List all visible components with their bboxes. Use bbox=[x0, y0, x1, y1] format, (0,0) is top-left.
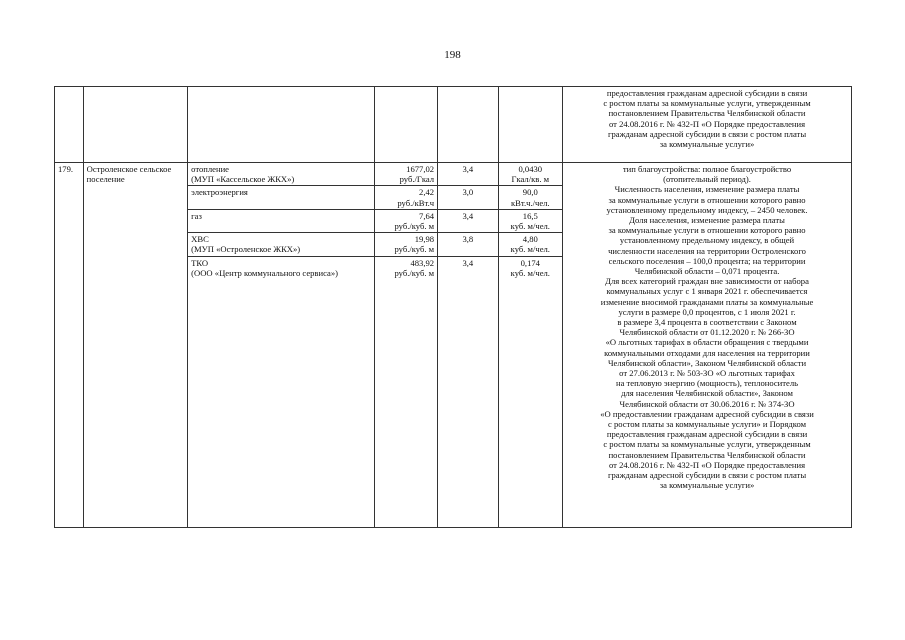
note-line: постановлением Правительства Челябинской области bbox=[608, 108, 806, 119]
volume-value: 4,80 bbox=[522, 234, 538, 245]
note-line: гражданам адресной субсидии в связи с ростом платы bbox=[607, 470, 807, 481]
note-line: постановлением Правительства Челябинской области bbox=[608, 449, 806, 460]
note-line: гражданам адресной субсидии в связи с ростом платы bbox=[607, 128, 807, 139]
service-provider: (МУП «Остроленское ЖКХ») bbox=[191, 244, 301, 255]
volume-cell bbox=[498, 186, 563, 209]
service-name: ХВС bbox=[191, 234, 209, 245]
tariff-value: 483,92 bbox=[410, 257, 435, 268]
note-line: с ростом платы за коммунальные услуги, утвержденным bbox=[603, 98, 811, 109]
note-line: за коммунальные услуги» bbox=[659, 480, 755, 491]
note-line: с ростом платы за коммунальные услуги, утвержденным bbox=[603, 439, 811, 450]
volume-cell bbox=[498, 163, 563, 186]
service-cell bbox=[188, 256, 374, 527]
tariff-cell bbox=[374, 186, 438, 209]
tariff-unit: руб./кВт.ч bbox=[397, 197, 435, 208]
continued-note bbox=[563, 87, 852, 163]
index-cell: 3,0 bbox=[438, 186, 498, 209]
volume-cell bbox=[498, 233, 563, 256]
volume-value: 16,5 bbox=[522, 210, 538, 221]
volume-unit: Гкал/кв. м bbox=[511, 174, 550, 185]
note-line: на тепловую энергию (мощность), теплоноситель bbox=[615, 378, 799, 389]
tariff-unit: руб./Гкал bbox=[399, 174, 435, 185]
service-provider: (ООО «Центр коммунального сервиса») bbox=[191, 267, 338, 278]
service-name: ТКО bbox=[191, 257, 209, 268]
index-cell: 3,8 bbox=[438, 233, 498, 256]
service-cell bbox=[188, 233, 374, 256]
volume-cell bbox=[498, 209, 563, 232]
volume-unit: куб. м/чел. bbox=[510, 267, 550, 278]
note-line: от 27.06.2013 г. № 503-ЗО «О льготных тарифах bbox=[619, 368, 795, 379]
volume-unit: кВт.ч./чел. bbox=[510, 197, 550, 208]
note-line: (отопительный период). bbox=[663, 174, 751, 185]
service-provider: (МУП «Кассельское ЖКХ») bbox=[191, 174, 295, 185]
row-number: 179. bbox=[55, 163, 84, 528]
service-name: электроэнергия bbox=[191, 187, 248, 198]
note-line: с ростом платы за коммунальные услуги» и Порядком bbox=[608, 419, 807, 430]
volume-value: 0,174 bbox=[520, 257, 540, 268]
note-line: Челябинской области от 01.12.2020 г. № 266-ЗО bbox=[619, 327, 795, 338]
note-line: за коммунальные услуги» bbox=[659, 139, 755, 150]
tariff-unit: руб./куб. м bbox=[394, 221, 435, 232]
note-line: Челябинской области», Законом Челябинской области bbox=[607, 357, 807, 368]
note-line: Челябинской области от 30.06.2016 г. № 374-ЗО bbox=[619, 398, 795, 409]
service-cell bbox=[188, 163, 374, 186]
note-line: в размере 3,4 процента в соответствии с Законом bbox=[617, 317, 797, 328]
tariff-cell bbox=[374, 256, 438, 527]
note-line: за коммунальные услуги в отношении которого равно bbox=[608, 225, 806, 236]
service-row bbox=[55, 163, 852, 186]
note-line: Доля населения, изменение размера платы bbox=[629, 215, 785, 226]
index-cell: 3,4 bbox=[438, 163, 498, 186]
volume-value: 90,0 bbox=[522, 187, 538, 198]
settlement-name: Остроленское сельское поселение bbox=[83, 163, 187, 528]
service-name: отопление bbox=[191, 164, 229, 174]
index-cell: 3,4 bbox=[438, 256, 498, 527]
note-line: тип благоустройства: полное благоустройство bbox=[622, 164, 792, 174]
tariff-unit: руб./куб. м bbox=[394, 244, 435, 255]
conditions-note bbox=[563, 163, 852, 528]
note-line: предоставления гражданам адресной субсидии в связи bbox=[606, 429, 808, 440]
note-line: Численность населения, изменение размера платы bbox=[614, 184, 800, 195]
tariff-value: 7,64 bbox=[419, 210, 435, 221]
note-line: сельского поселения – 100,0 процента; на территории bbox=[608, 255, 806, 266]
note-line: установленному предельному индексу, в общей bbox=[619, 235, 795, 246]
note-line: услуги в размере 0,0 процентов, с 1 июля 2021 г. bbox=[618, 306, 796, 317]
tariff-value: 2,42 bbox=[419, 187, 435, 198]
tariff-value: 19,98 bbox=[414, 234, 435, 245]
tariff-cell bbox=[374, 163, 438, 186]
note-line: коммунальных услуг с 1 января 2021 г. обеспечивается bbox=[606, 286, 808, 297]
volume-cell bbox=[498, 256, 563, 527]
tariff-value: 1677,02 bbox=[406, 164, 435, 174]
tariff-cell bbox=[374, 233, 438, 256]
service-name: газ bbox=[191, 210, 202, 221]
note-line: численности населения на территории Остроленского bbox=[608, 245, 806, 256]
note-line: для населения Челябинской области», Законом bbox=[621, 388, 793, 399]
note-line: Для всех категорий граждан вне зависимости от набора bbox=[605, 276, 809, 287]
tariff-unit: руб./куб. м bbox=[394, 267, 435, 278]
note-line: «О предоставлении гражданам адресной субсидии в связи bbox=[600, 408, 814, 419]
tariff-table bbox=[54, 86, 852, 528]
index-cell: 3,4 bbox=[438, 209, 498, 232]
page-number: 198 bbox=[444, 49, 461, 61]
note-line: за коммунальные услуги в отношении которого равно bbox=[608, 194, 806, 205]
note-line: установленному предельному индексу, – 2450 человек. bbox=[606, 204, 808, 215]
table-row bbox=[55, 163, 852, 528]
note-line: от 24.08.2016 г. № 432-П «О Порядке предоставления bbox=[608, 118, 806, 129]
service-cell bbox=[188, 186, 374, 209]
note-line: коммунальными отходами для населения на территории bbox=[604, 347, 810, 358]
volume-unit: куб. м/чел. bbox=[510, 221, 550, 232]
service-cell bbox=[188, 209, 374, 232]
note-line: от 24.08.2016 г. № 432-П «О Порядке предоставления bbox=[608, 459, 806, 470]
volume-unit: куб. м/чел. bbox=[510, 244, 550, 255]
note-line: изменение вносимой гражданами платы за коммунальные bbox=[600, 296, 814, 307]
note-line: предоставления гражданам адресной субсидии в связи bbox=[606, 88, 808, 98]
volume-value: 0,0430 bbox=[518, 164, 543, 174]
continued-row bbox=[55, 87, 852, 163]
note-line: Челябинской области – 0,071 процента. bbox=[634, 266, 780, 277]
note-line: «О льготных тарифах в области обращения с твердыми bbox=[605, 337, 809, 348]
tariff-cell bbox=[374, 209, 438, 232]
